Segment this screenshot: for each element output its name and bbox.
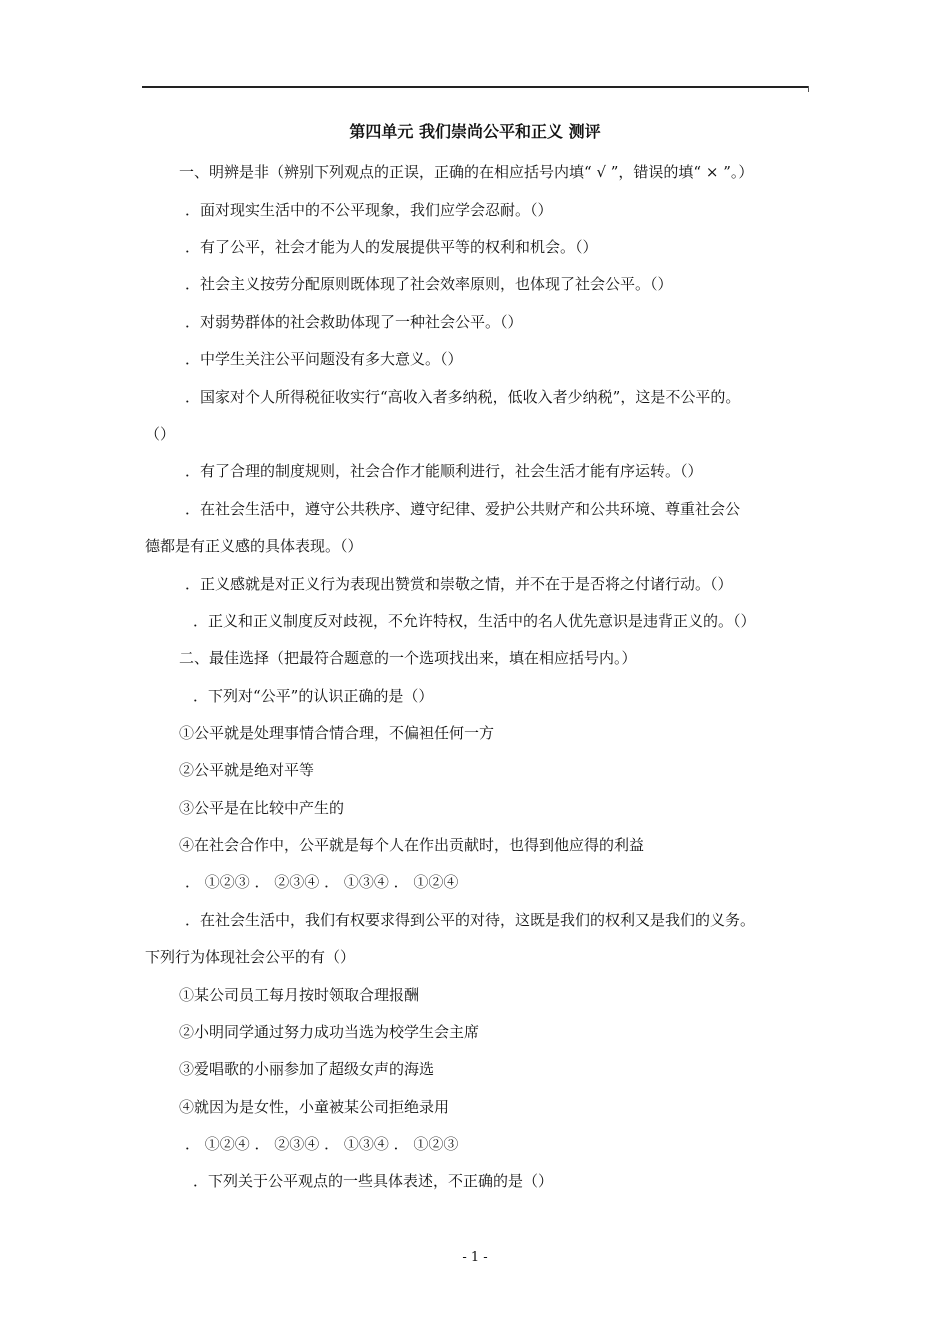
section1-heading: 一、明辨是非（辨别下列观点的正误，正确的在相应括号内填“ √ ”，错误的填“ × ”。）	[179, 163, 754, 181]
choice-q1-option-4: ④在社会合作中，公平就是每个人在作出贡献时，也得到他应得的利益	[179, 836, 645, 854]
document-title: 第四单元 我们崇尚公平和正义 测评	[349, 122, 601, 141]
header-rule-tick	[808, 86, 809, 92]
judgment-item-5: ．中学生关注公平问题没有多大意义。（）	[185, 350, 463, 368]
judgment-item-8-cont: 德都是有正义感的具体表现。（）	[145, 537, 363, 555]
choice-q1-answers: ． ①②③ ． ②③④ ． ①③④ ． ①②④	[185, 873, 459, 891]
choice-q1-stem: ．下列对“公平”的认识正确的是（）	[193, 687, 434, 705]
judgment-item-6: ．国家对个人所得税征收实行“高收入者多纳税，低收入者少纳税”，这是不公平的。	[185, 388, 741, 406]
judgment-item-10: ．正义和正义制度反对歧视，不允许特权，生活中的名人优先意识是违背正义的。（）	[193, 612, 756, 630]
choice-q3-stem: ．下列关于公平观点的一些具体表述，不正确的是（）	[193, 1172, 554, 1190]
judgment-item-2: ．有了公平，社会才能为人的发展提供平等的权利和机会。（）	[185, 238, 598, 256]
choice-q1-option-3: ③公平是在比较中产生的	[179, 799, 345, 817]
header-rule	[142, 86, 809, 88]
choice-q2-option-3: ③爱唱歌的小丽参加了超级女声的海选	[179, 1060, 435, 1078]
choice-q2-option-4: ④就因为是女性，小童被某公司拒绝录用	[179, 1098, 450, 1116]
judgment-item-7: ．有了合理的制度规则，社会合作才能顺利进行，社会生活才能有序运转。（）	[185, 462, 703, 480]
choice-q2-stem-cont: 下列行为体现社会公平的有（）	[145, 948, 356, 966]
judgment-item-6-cont: （）	[145, 425, 176, 443]
choice-q2-option-2: ②小明同学通过努力成功当选为校学生会主席	[179, 1023, 480, 1041]
choice-q1-option-2: ②公平就是绝对平等	[179, 761, 315, 779]
judgment-item-1: ．面对现实生活中的不公平现象，我们应学会忍耐。（）	[185, 201, 553, 219]
section2-heading: 二、最佳选择（把最符合题意的一个选项找出来，填在相应括号内。）	[179, 649, 637, 667]
choice-q1-option-1: ①公平就是处理事情合情合理，不偏袒任何一方	[179, 724, 495, 742]
choice-q2-answers: ． ①②④ ． ②③④ ． ①③④ ． ①②③	[185, 1135, 459, 1153]
choice-q2-option-1: ①某公司员工每月按时领取合理报酬	[179, 986, 420, 1004]
choice-q2-stem: ．在社会生活中，我们有权要求得到公平的对待，这既是我们的权利又是我们的义务。	[185, 911, 756, 929]
judgment-item-3: ．社会主义按劳分配原则既体现了社会效率原则，也体现了社会公平。（）	[185, 275, 673, 293]
judgment-item-8: ．在社会生活中，遵守公共秩序、遵守纪律、爱护公共财产和公共环境、尊重社会公	[185, 500, 741, 518]
judgment-item-9: ．正义感就是对正义行为表现出赞赏和崇敬之情，并不在于是否将之付诸行动。（）	[185, 575, 733, 593]
judgment-item-4: ．对弱势群体的社会救助体现了一种社会公平。（）	[185, 313, 523, 331]
page-number: - 1 -	[462, 1250, 488, 1265]
